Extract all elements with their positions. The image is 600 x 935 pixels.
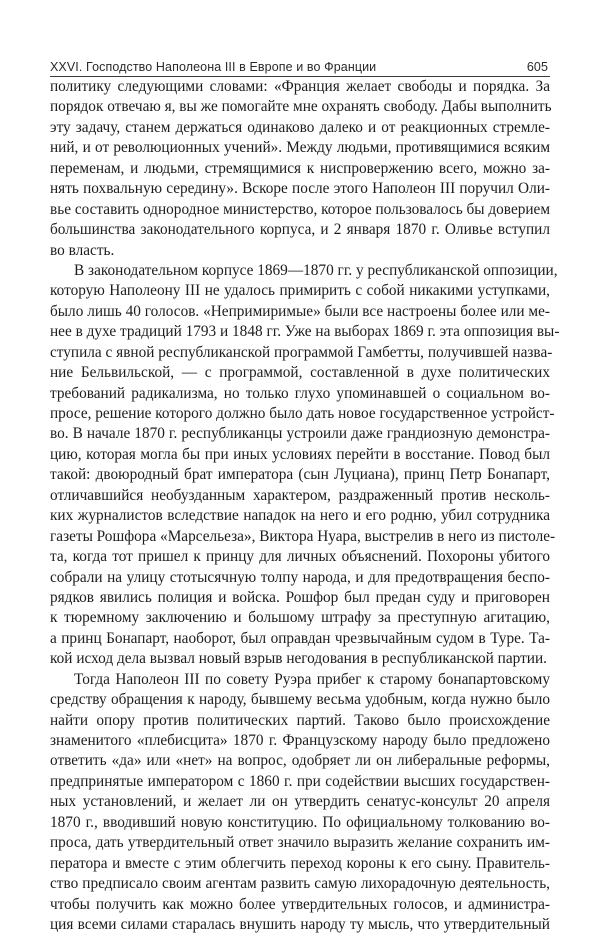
- text-line: Тогда Наполеон III по совету Руэра прибег к старому бонапартовскому: [74, 670, 550, 688]
- text-line: во. В начале 1870 г. республиканцы устроили даже грандиозную демонстра-: [50, 425, 550, 443]
- text-line: эту задачу, станем держаться одинаково далеко и от реакционных стремле-: [50, 118, 550, 136]
- text-line: газеты Рошфора «Марсельеза», Виктора Нуара, выстрелив в него из пистоле-: [50, 527, 556, 545]
- text-line: ство предписало своим агентам развить самую лихорадочную деятельность,: [50, 875, 550, 893]
- text-line: ных установлений, и желает ли он утвердить сенатус-консульт 20 апреля: [50, 793, 550, 811]
- text-line: ператора и вместе с этим облегчить переход короны к его сыну. Правитель-: [50, 854, 550, 872]
- page-number: 605: [526, 60, 548, 74]
- text-line: нее в духе традиций 1793 и 1848 гг. Уже на выборах 1869 г. эта оппозиция вы-: [50, 323, 560, 341]
- text-line: кой исход дела вызвал новый взрыв негодования в республиканской партии.: [50, 650, 547, 668]
- paragraph: [50, 670, 550, 935]
- text-line: к тюремному заключению и большому штрафу за преступную агитацию,: [50, 609, 550, 627]
- text-line: собрали на улицу стотысячную толпу народа, и для предотвращения беспо-: [50, 568, 550, 586]
- text-line: ция всеми силами старалась внушить народу ту мысль, что утвердительный: [50, 915, 550, 933]
- text-line: ответить «да» или «нет» на вопрос, одобряет ли он либеральные реформы,: [50, 752, 550, 770]
- text-line: было лишь 40 голосов. «Непримиримые» были все настроены более или ме-: [50, 302, 550, 320]
- running-header: [50, 50, 548, 74]
- text-line: а принц Бонапарт, наоборот, был оправдан чрезвычайным судом в Туре. Та-: [50, 629, 550, 647]
- text-line: порядок отвечаю я, вы же помогайте мне охранять свободу. Дабы выполнить: [50, 98, 552, 116]
- text-line: предпринятые императором с 1860 г. при содействии высших государствен-: [50, 772, 550, 790]
- text-line: требований радикализма, но только глухо упоминавшей о социальном во-: [50, 384, 550, 402]
- text-line: цию, которая могла бы при иных условиях перейти в восстание. Повод был: [50, 445, 550, 463]
- text-line: которую Наполеону III не удалось примирить с собой никакими уступками,: [50, 282, 550, 300]
- text-line: большинства законодательного корпуса, и 2 января 1870 г. Оливье вступил: [50, 221, 550, 239]
- text-line: ступила с явной республиканской программой Гамбетты, получившей назва-: [50, 343, 553, 361]
- text-line: та, когда тот пришел к принцу для личных объяснений. Похороны убитого: [50, 548, 550, 566]
- paragraph: [50, 77, 550, 261]
- paragraph: [50, 261, 560, 670]
- text-line: вье составить однородное министерство, которое пользовалось бы доверием: [50, 200, 551, 218]
- text-line: политику следующими словами: «Франция желает свободы и порядка. За: [50, 78, 550, 95]
- text-line: средству обращения к народу, бывшему весьма удобным, когда нужно было: [50, 691, 550, 709]
- text-line: ний, и от революционных учений». Между людьми, противящимися всяким: [50, 139, 550, 157]
- text-line: 1870 г., вводивший новую конституцию. По официальному толкованию во-: [50, 813, 550, 831]
- text-line: переменам, и людьми, стремящимися к ниспровержению всего, можно за-: [50, 159, 550, 177]
- text-line: во власть.: [50, 241, 115, 259]
- text-line: такой: двоюродный брат императора (сын Луциана), принц Петр Бонапарт,: [50, 466, 550, 484]
- text-line: найти опору против политических партий. Таково было происхождение: [50, 711, 550, 729]
- text-line: рядков явились полиция и войска. Рошфор был предан суду и приговорен: [50, 588, 550, 606]
- text-line: знаменитого «плебисцита» 1870 г. Французскому народу было предложено: [50, 732, 550, 749]
- text-line: ние Бельвильской, — с программой, составленной в духе политических: [50, 364, 550, 382]
- text-line: В законодательном корпусе 1869—1870 гг. у республиканской оппозиции,: [74, 261, 558, 279]
- running-title: XXVI. Господство Наполеона III в Европе и во Франции: [50, 60, 377, 74]
- text-line: проса, дать утвердительный ответ значило выразить желание сохранить им-: [50, 834, 550, 852]
- text-line: нять похвальную середину». Вскоре после этого Наполеон III поручил Оли-: [50, 180, 550, 198]
- text-line: чтобы получить как можно более утвердительных голосов, и администра-: [50, 895, 550, 913]
- text-line: ких журналистов вследствие нападок на него и его родню, убил сотрудника: [50, 507, 550, 525]
- text-line: отличавшийся необузданным характером, раздраженный против несколь-: [50, 486, 550, 504]
- text-line: просе, решение которого должно было дать новое государственное устройст-: [50, 405, 555, 422]
- body-text: [50, 77, 560, 935]
